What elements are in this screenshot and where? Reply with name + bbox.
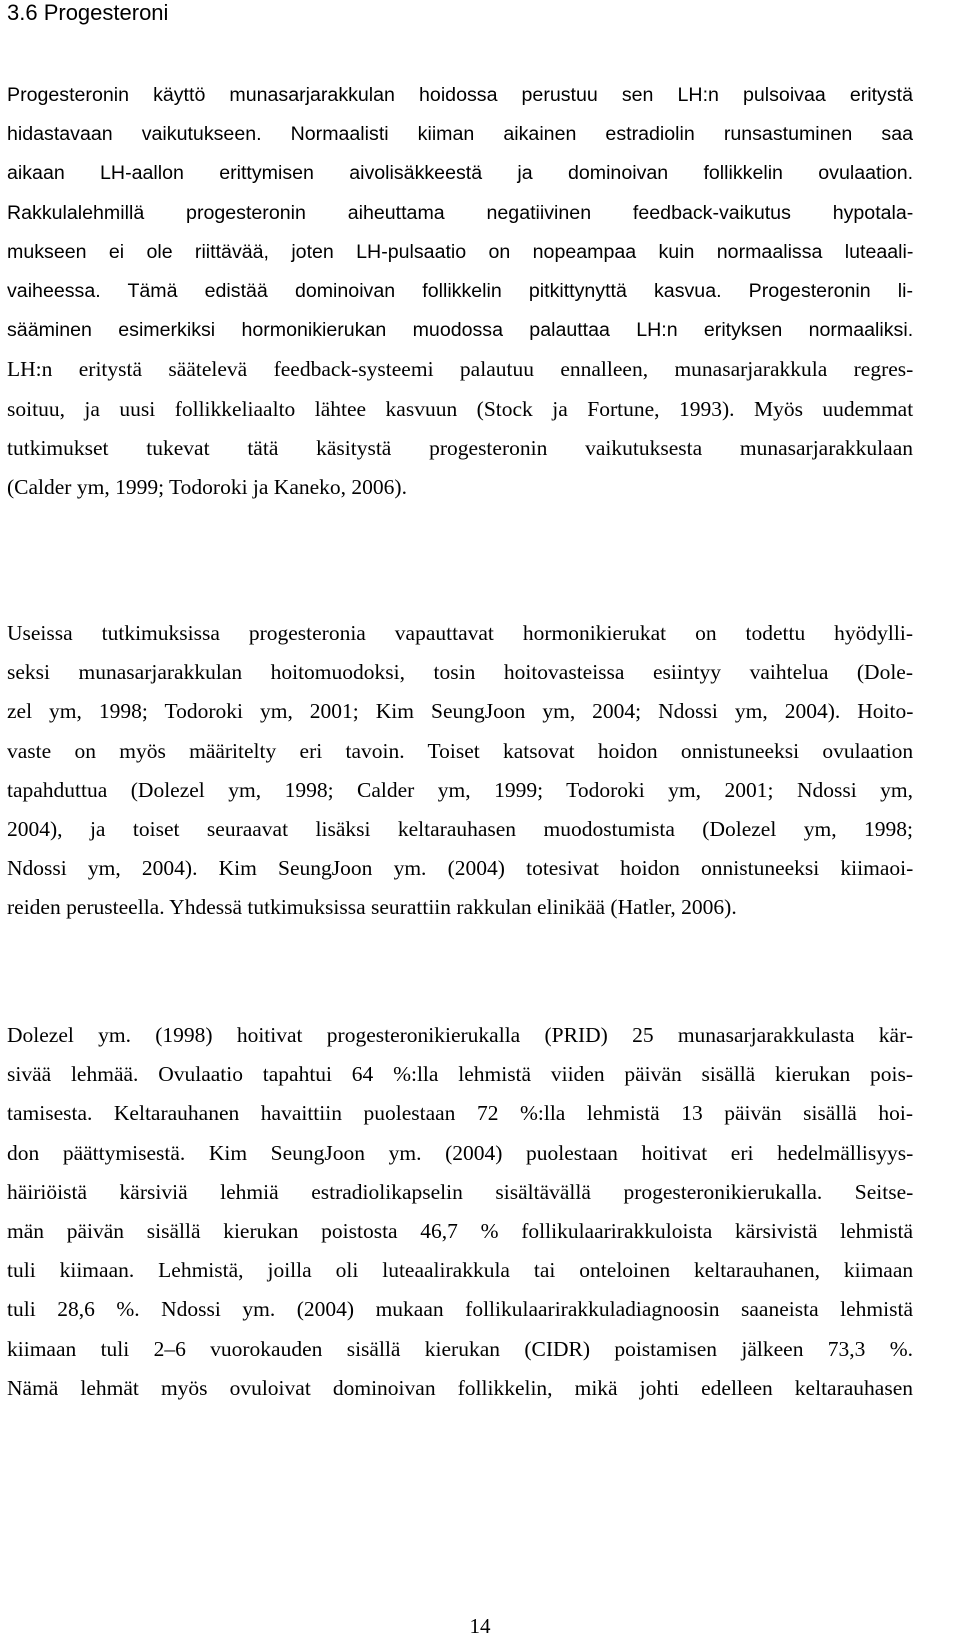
- paragraph-1-line: Rakkulalehmillä progesteronin aiheuttama negatiivinen feedback-vaikutus hypotala-: [7, 201, 914, 224]
- paragraph-2: [7, 614, 913, 928]
- paragraph-1-line: hidastavaan vaikutukseen. Normaalisti kiiman aikainen estradiolin runsastuminen saa: [7, 123, 913, 146]
- paragraph-2-line: vaste on myös määritelty eri tavoin. Toiset katsovat hoidon onnistuneeksi ovulaation: [7, 738, 914, 763]
- paragraph-3-line: Dolezel ym. (1998) hoitivat progesteronikierukalla (PRID) 25 munasarjarakkulasta kär-: [7, 1023, 913, 1047]
- paragraph-2-line: seksi munasarjarakkulan hoitomuodoksi, tosin hoitovasteissa esiintyy vaihtelua (Dole-: [7, 660, 914, 685]
- paragraph-2-line: Useissa tutkimuksissa progesteronia vapauttavat hormonikierukat on todettu hyödylli-: [7, 621, 914, 645]
- paragraph-3-line: tamisesta. Keltarauhanen havaittiin puolestaan 72 %:lla lehmistä 13 päivän sisällä hoi-: [7, 1101, 913, 1126]
- paragraph-2-line: Ndossi ym, 2004). Kim SeungJoon ym. (2004) totesivat hoidon onnistuneeksi kiimaoi-: [7, 856, 914, 881]
- paragraph-3-line: kiimaan tuli 2–6 vuorokauden sisällä kierukan (CIDR) poistamisen jälkeen 73,3 %.: [7, 1336, 913, 1361]
- paragraph-1-line: sääminen esimerkiksi hormonikierukan muodossa palauttaa LH:n erityksen normaaliksi.: [7, 319, 914, 342]
- paragraph-3-line: Nämä lehmät myös ovuloivat dominoivan follikkelin, mikä johti edelleen keltarauhasen: [7, 1375, 913, 1400]
- paragraph-1-line: mukseen ei ole riittävää, joten LH-pulsaatio on nopeampaa kuin normaalissa luteaali-: [7, 240, 914, 263]
- paragraph-1-line: vaiheessa. Tämä edistää dominoivan follikkelin pitkittynyttä kasvua. Progesteronin li-: [7, 280, 913, 303]
- paragraph-3-line: tuli kiimaan. Lehmistä, joilla oli luteaalirakkula tai onteloinen keltarauhanen, kiimaan: [7, 1258, 914, 1283]
- paragraph-3-line: sivää lehmää. Ovulaatio tapahtui 64 %:lla lehmistä viiden päivän sisällä kierukan pois-: [7, 1062, 913, 1087]
- document-page: [7, 0, 914, 1400]
- paragraph-1-line: soituu, ja uusi follikkeliaalto lähtee kasvuun (Stock ja Fortune, 1993). Myös uudemmat: [7, 396, 914, 421]
- paragraph-3: [7, 1016, 913, 1408]
- paragraph-3-line: tuli 28,6 %. Ndossi ym. (2004) mukaan follikulaarirakkuladiagnoosin saaneista lehmistä: [7, 1297, 913, 1322]
- paragraph-1-line: tutkimukset tukevat tätä käsitystä progesteronin vaikutuksesta munasarjarakkulaan: [7, 435, 913, 460]
- paragraph-1: [7, 76, 913, 507]
- paragraph-3-line: män päivän sisällä kierukan poistosta 46,7 % follikulaarirakkuloista kärsivistä lehmistä: [7, 1219, 913, 1244]
- paragraph-1-line: (Calder ym, 1999; Todoroki ja Kaneko, 2006).: [7, 475, 407, 500]
- paragraph-3-line: don päättymisestä. Kim SeungJoon ym. (2004) puolestaan hoitivat eri hedelmällisyys-: [7, 1140, 914, 1165]
- section-heading: 3.6 Progesteroni: [7, 0, 169, 25]
- paragraph-1-line: Progesteronin käyttö munasarjarakkulan hoidossa perustuu sen LH:n pulsoivaa eritystä: [7, 84, 913, 106]
- paragraph-3-line: häiriöistä kärsiviä lehmiä estradiolikapselin sisältävällä progesteronikierukalla. Seitse-: [7, 1179, 914, 1204]
- paragraph-2-line: tapahduttua (Dolezel ym, 1998; Calder ym, 1999; Todoroki ym, 2001; Ndossi ym,: [7, 777, 913, 802]
- paragraph-2-line: zel ym, 1998; Todoroki ym, 2001; Kim SeungJoon ym, 2004; Ndossi ym, 2004). Hoito-: [7, 699, 914, 724]
- page-number: 14: [469, 1614, 491, 1638]
- paragraph-1-line: aikaan LH-aallon erittymisen aivolisäkkeestä ja dominoivan follikkelin ovulaation.: [7, 162, 914, 185]
- paragraph-2-line: reiden perusteella. Yhdessä tutkimuksissa seurattiin rakkulan elinikää (Hatler, 2006).: [7, 895, 737, 920]
- paragraph-1-line: LH:n eritystä säätelevä feedback-systeemi palautuu ennalleen, munasarjarakkula regres-: [7, 357, 914, 382]
- paragraph-2-line: 2004), ja toiset seuraavat lisäksi keltarauhasen muodostumista (Dolezel ym, 1998;: [7, 817, 913, 842]
